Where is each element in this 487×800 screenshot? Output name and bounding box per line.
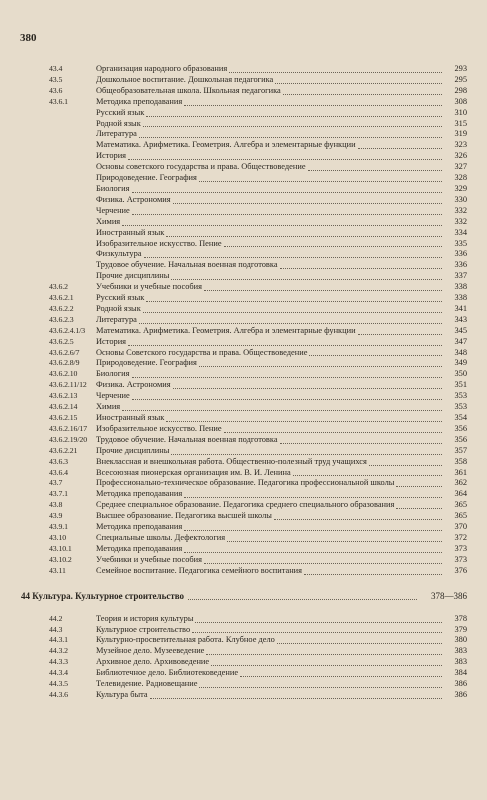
entry-page: 348: [454, 347, 467, 357]
leader-dots: [139, 136, 442, 138]
leader-dots: [128, 158, 442, 160]
entry-page: 319: [454, 129, 467, 139]
leader-dots: [199, 686, 442, 688]
entry-title: Родной язык: [96, 303, 141, 313]
entry-page: 354: [454, 413, 467, 422]
entry-title: Изобразительное искусство. Пение: [96, 423, 222, 433]
entry-page: 383: [454, 646, 467, 656]
entry-page: 386: [454, 689, 467, 699]
entry-title: Дошкольное воспитание. Дошкольная педагогика: [96, 74, 274, 84]
leader-dots: [132, 398, 442, 400]
leader-dots: [128, 344, 442, 346]
leader-dots: [171, 453, 442, 455]
entry-number: 44.3.1: [49, 635, 68, 645]
entry-title: Биология: [96, 183, 130, 193]
leader-dots: [184, 529, 442, 531]
entry-page: 328: [454, 173, 467, 183]
entry-number: 43.6.2.3: [49, 314, 74, 324]
entry-page: 298: [454, 85, 467, 95]
page-number: 380: [20, 32, 37, 44]
entry-number: 43.6.4: [49, 467, 68, 477]
toc-entry: [0, 533, 487, 544]
entry-title: Иностранный язык: [96, 413, 165, 422]
leader-dots: [199, 365, 442, 367]
entry-page: 364: [454, 489, 467, 499]
section-heading: [0, 591, 487, 602]
toc-entry: [0, 500, 487, 511]
leader-dots: [199, 180, 442, 182]
entry-title: Учебники и учебные пособия: [96, 554, 202, 564]
entry-page: 341: [454, 303, 467, 313]
entry-title: Трудовое обучение. Начальная военная подготовка: [96, 260, 278, 270]
entry-title: Русский язык: [96, 293, 145, 303]
leader-dots: [122, 409, 442, 411]
entry-page: 370: [454, 522, 467, 532]
toc-entry: [0, 544, 487, 555]
entry-title: Химия: [96, 216, 121, 226]
entry-title: Семейное воспитание. Педагогика семейного воспитания: [96, 565, 303, 575]
leader-dots: [144, 256, 443, 258]
toc-entry: [0, 75, 487, 86]
entry-page: 327: [454, 162, 467, 172]
entry-page: 345: [454, 325, 467, 335]
toc-entry: [0, 108, 487, 119]
leader-dots: [166, 420, 442, 422]
entry-title: Родной язык: [96, 118, 141, 128]
leader-dots: [308, 169, 442, 171]
entry-title: Прочие дисциплины: [96, 445, 170, 455]
entry-title: Химия: [96, 402, 121, 412]
leader-dots: [146, 115, 442, 117]
leader-dots: [150, 697, 442, 699]
entry-page: 380: [454, 635, 467, 645]
entry-page: 337: [454, 271, 467, 281]
toc-entry: [0, 206, 487, 217]
leader-dots: [227, 540, 442, 542]
leader-dots: [146, 300, 442, 302]
leader-dots: [277, 642, 442, 644]
toc-entry: [0, 478, 487, 489]
toc-entry: [0, 64, 487, 75]
entry-page: 378: [454, 613, 467, 623]
entry-title: Биология: [96, 369, 130, 379]
entry-page: 356: [454, 423, 467, 433]
entry-page: 357: [454, 445, 467, 455]
leader-dots: [143, 125, 442, 127]
leader-dots: [358, 147, 442, 149]
entry-page: 373: [454, 554, 467, 564]
entry-number: 43.6.2.11/12: [49, 380, 87, 390]
entry-title: Профессионально-техническое образование. Педагогика профессиональной школы: [96, 478, 395, 488]
leader-dots: [171, 278, 442, 280]
entry-title: Внеклассная и внешкольная работа. Общественно-полезный труд учащихся: [96, 456, 367, 466]
toc-entry: [0, 646, 487, 657]
entry-title: Изобразительное искусство. Пение: [96, 238, 222, 248]
toc-entry: [0, 119, 487, 130]
entry-title: Физика. Астрономия: [96, 194, 171, 204]
toc-entry: [0, 679, 487, 690]
toc-entry: [0, 358, 487, 369]
entry-page: 326: [454, 151, 467, 161]
leader-dots: [132, 376, 442, 378]
toc-entry: [0, 173, 487, 184]
toc-entry: [0, 614, 487, 625]
entry-title: Телевидение. Радиовещание: [96, 679, 198, 689]
toc-entry: [0, 217, 487, 228]
entry-page: 349: [454, 358, 467, 368]
entry-number: 43.6.2.6/7: [49, 347, 80, 357]
entry-title: Физкультура: [96, 249, 142, 259]
entry-title: История: [96, 336, 127, 346]
entry-page: 332: [454, 216, 467, 226]
entry-title: Архивное дело. Архивоведение: [96, 657, 210, 667]
entry-title: История: [96, 151, 127, 161]
entry-number: 44.3: [49, 624, 63, 634]
entry-title: Трудовое обучение. Начальная военная подготовка: [96, 434, 278, 444]
entry-number: 43.6.2.19/20: [49, 434, 88, 444]
toc-entry: [0, 293, 487, 304]
toc-entry: [0, 566, 487, 577]
entry-page: 295: [454, 74, 467, 84]
entry-title: Методика преподавания: [96, 489, 183, 499]
entry-number: 43.6.2.5: [49, 336, 74, 346]
entry-number: 43.6.2: [49, 282, 68, 292]
toc-entry: [0, 468, 487, 479]
entry-number: 43.6.1: [49, 96, 68, 106]
entry-title: Культурно-просветительная работа. Клубное дело: [96, 635, 275, 645]
entry-number: 43.6.2.14: [49, 402, 78, 412]
leader-dots: [184, 104, 442, 106]
entry-title: Всесоюзная пионерская организация им. В. И. Ленина: [96, 467, 291, 477]
toc-entry: [0, 86, 487, 97]
entry-number: 43.5: [49, 74, 63, 84]
leader-dots: [184, 496, 442, 498]
leader-dots: [192, 631, 442, 633]
entry-page: 347: [454, 336, 467, 346]
entry-number: 43.6.2.10: [49, 369, 78, 379]
entry-title: Методика преподавания: [96, 543, 183, 553]
toc-entry: [0, 162, 487, 173]
entry-page: 386: [454, 679, 467, 689]
entry-title: Теория и история культуры: [96, 613, 194, 623]
entry-page: 308: [454, 96, 467, 106]
leader-dots: [195, 621, 442, 623]
entry-number: 44.3.4: [49, 668, 68, 678]
toc-entry: [0, 315, 487, 326]
entry-number: 43.6.2.15: [49, 413, 78, 422]
entry-title: Прочие дисциплины: [96, 271, 170, 281]
entry-title: Литература: [96, 314, 137, 324]
leader-dots: [166, 235, 442, 237]
entry-number: 43.10.1: [49, 543, 72, 553]
toc-list-section-43: [0, 64, 487, 577]
entry-page: 338: [454, 293, 467, 303]
entry-title: Библиотечное дело. Библиотековедение: [96, 668, 239, 678]
leader-dots: [139, 322, 442, 324]
toc-entry: [0, 522, 487, 533]
entry-title: Русский язык: [96, 107, 145, 117]
leader-dots: [132, 213, 442, 215]
entry-page: 332: [454, 205, 467, 215]
toc-entry: [0, 511, 487, 522]
toc-entry: [0, 97, 487, 108]
leader-dots: [122, 224, 442, 226]
entry-number: 43.6.2.2: [49, 303, 74, 313]
entry-title: Общеобразовательная школа. Школьная педагогика: [96, 85, 281, 95]
toc-entry: [0, 413, 487, 424]
section-title: 44 Культура. Культурное строительство: [21, 590, 185, 601]
entry-page: 356: [454, 434, 467, 444]
toc-entry: [0, 348, 487, 359]
entry-page: 362: [454, 478, 467, 488]
toc-entry: [0, 326, 487, 337]
toc-list-section-44: [0, 614, 487, 701]
entry-page: 329: [454, 183, 467, 193]
toc-entry: [0, 271, 487, 282]
entry-title: Природоведение. География: [96, 358, 197, 368]
entry-title: Культурное строительство: [96, 624, 191, 634]
entry-number: 43.6.2.16/17: [49, 423, 88, 433]
entry-page: 343: [454, 314, 467, 324]
entry-number: 43.7: [49, 478, 63, 488]
entry-number: 43.6.2.1: [49, 293, 74, 303]
entry-page: 353: [454, 391, 467, 401]
entry-page: 323: [454, 140, 467, 150]
toc-entry: [0, 657, 487, 668]
toc-entry: [0, 239, 487, 250]
entry-page: 338: [454, 282, 467, 292]
entry-page: 384: [454, 668, 467, 678]
toc-entry: [0, 228, 487, 239]
entry-number: 43.11: [49, 565, 66, 575]
leader-dots: [280, 267, 442, 269]
toc-entry: [0, 337, 487, 348]
entry-title: Основы советского государства и права. Обществоведение: [96, 162, 306, 172]
entry-number: 44.3.6: [49, 689, 68, 699]
toc-entry: [0, 184, 487, 195]
entry-number: 43.6.2.13: [49, 391, 78, 401]
toc-entry: [0, 402, 487, 413]
leader-dots: [358, 333, 442, 335]
entry-number: 43.6.2.21: [49, 445, 78, 455]
leader-dots: [143, 311, 442, 313]
entry-title: Культура быта: [96, 689, 148, 699]
entry-title: Учебники и учебные пособия: [96, 282, 202, 292]
leader-dots: [184, 551, 442, 553]
entry-title: Музейное дело. Музееведение: [96, 646, 205, 656]
toc-entry: [0, 151, 487, 162]
leader-dots: [173, 387, 442, 389]
entry-page: 334: [454, 227, 467, 237]
entry-number: 43.9: [49, 511, 63, 521]
entry-page: 293: [454, 64, 467, 73]
entry-number: 43.10.2: [49, 554, 72, 564]
entry-title: Литература: [96, 129, 137, 139]
entry-page: 350: [454, 369, 467, 379]
entry-number: 43.4: [49, 64, 63, 73]
entry-number: 43.9.1: [49, 522, 68, 532]
toc-entry: [0, 391, 487, 402]
entry-page: 335: [454, 238, 467, 248]
entry-page: 358: [454, 456, 467, 466]
leader-dots: [204, 562, 442, 564]
toc-entry: [0, 140, 487, 151]
leader-dots: [229, 71, 442, 73]
leader-dots: [240, 675, 442, 677]
leader-dots: [280, 442, 442, 444]
entry-title: Черчение: [96, 205, 130, 215]
entry-page: 336: [454, 260, 467, 270]
toc-entry: [0, 424, 487, 435]
entry-title: Физика. Астрономия: [96, 380, 171, 390]
entry-page: 361: [454, 467, 467, 477]
entry-number: 43.8: [49, 500, 63, 510]
entry-page: 373: [454, 543, 467, 553]
entry-number: 43.6.2.4.1/3: [49, 325, 86, 335]
leader-dots: [173, 202, 442, 204]
entry-title: Математика. Арифметика. Геометрия. Алгебра и элементарные функции: [96, 140, 356, 150]
leader-dots: [274, 518, 442, 520]
entry-title: Основы Советского государства и права. Обществоведение: [96, 347, 308, 357]
entry-page: 376: [454, 565, 467, 575]
entry-number: 43.6.2.8/9: [49, 358, 80, 368]
toc-entry: [0, 668, 487, 679]
leader-dots: [293, 474, 442, 476]
entry-page: 315: [454, 118, 467, 128]
leader-dots: [211, 664, 442, 666]
entry-number: 44.2: [49, 613, 63, 623]
leader-dots: [224, 245, 442, 247]
toc-entry: [0, 489, 487, 500]
section-page-range: 378—386: [431, 590, 467, 601]
entry-title: Высшее образование. Педагогика высшей школы: [96, 511, 272, 521]
leader-dots: [309, 354, 442, 356]
entry-page: 310: [454, 107, 467, 117]
entry-page: 383: [454, 657, 467, 667]
entry-page: 372: [454, 532, 467, 542]
toc-entry: [0, 282, 487, 293]
entry-page: 379: [454, 624, 467, 634]
leader-dots: [204, 289, 442, 291]
toc-entry: [0, 690, 487, 701]
entry-number: 43.10: [49, 532, 67, 542]
leader-dots: [283, 93, 442, 95]
entry-page: 365: [454, 511, 467, 521]
entry-number: 44.3.5: [49, 679, 68, 689]
entry-page: 336: [454, 249, 467, 259]
entry-page: 365: [454, 500, 467, 510]
toc-entry: [0, 249, 487, 260]
toc-entry: [0, 435, 487, 446]
entry-title: Черчение: [96, 391, 130, 401]
toc-entry: [0, 195, 487, 206]
entry-title: Математика. Арифметика. Геометрия. Алгебра и элементарные функции: [96, 325, 356, 335]
entry-title: Организация народного образования: [96, 64, 228, 73]
toc-entry: [0, 304, 487, 315]
entry-number: 44.3.3: [49, 657, 68, 667]
entry-title: Методика преподавания: [96, 96, 183, 106]
toc-entry: [0, 380, 487, 391]
entry-number: 44.3.2: [49, 646, 68, 656]
toc-entry: [0, 625, 487, 636]
toc-entry: [0, 446, 487, 457]
entry-number: 43.6.3: [49, 456, 68, 466]
entry-title: Природоведение. География: [96, 173, 197, 183]
entry-title: Специальные школы. Дефектология: [96, 532, 226, 542]
entry-page: 330: [454, 194, 467, 204]
leader-dots: [206, 653, 442, 655]
toc-entry: [0, 635, 487, 646]
toc-entry: [0, 555, 487, 566]
entry-page: 351: [454, 380, 467, 390]
leader-dots: [132, 191, 442, 193]
entry-title: Среднее специальное образование. Педагогика среднего специального образования: [96, 500, 395, 510]
toc-entry: [0, 260, 487, 271]
leader-dots: [224, 431, 442, 433]
entry-number: 43.7.1: [49, 489, 68, 499]
table-of-contents: [0, 64, 487, 701]
toc-entry: [0, 369, 487, 380]
toc-entry: [0, 129, 487, 140]
leader-dots: [304, 573, 442, 575]
entry-number: 43.6: [49, 85, 63, 95]
leader-dots: [188, 598, 417, 600]
toc-entry: [0, 457, 487, 468]
leader-dots: [275, 82, 442, 84]
entry-title: Методика преподавания: [96, 522, 183, 532]
entry-page: 353: [454, 402, 467, 412]
entry-title: Иностранный язык: [96, 227, 165, 237]
